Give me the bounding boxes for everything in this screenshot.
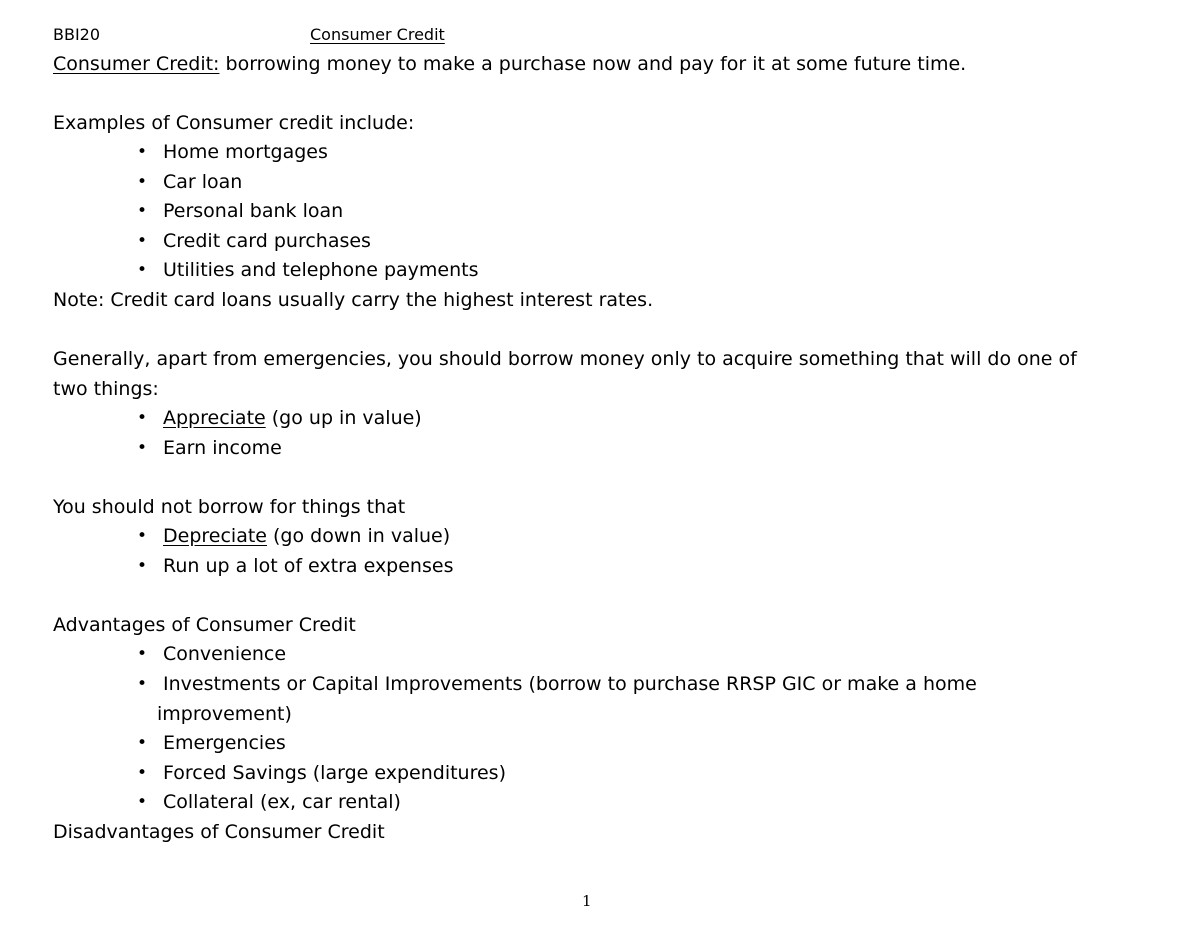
- list-item-text: Car loan: [163, 171, 243, 193]
- list-item-text: Earn income: [163, 437, 282, 459]
- bullet-icon: •: [137, 438, 148, 458]
- list-item-text: Investments or Capital Improvements (borrow to purchase RRSP GIC or make a home: [163, 673, 977, 695]
- list-item-text: Personal bank loan: [163, 200, 344, 222]
- definition-text: borrowing money to make a purchase now and pay for it at some future time.: [219, 53, 967, 75]
- depreciate-term: Depreciate: [163, 525, 267, 547]
- borrow-guideline-line2: two things:: [53, 378, 159, 400]
- depreciate-desc: (go down in value): [266, 525, 451, 547]
- list-item-text: Forced Savings (large expenditures): [163, 762, 506, 784]
- bullet-icon: •: [137, 408, 148, 428]
- disadvantages-heading: Disadvantages of Consumer Credit: [53, 821, 385, 843]
- borrow-not-heading: You should not borrow for things that: [53, 496, 406, 518]
- bullet-icon: •: [137, 526, 148, 546]
- list-item-text: Utilities and telephone payments: [163, 259, 479, 281]
- list-item-text: [163, 406, 422, 430]
- appreciate-desc: (go up in value): [265, 407, 422, 429]
- appreciate-term: Appreciate: [163, 407, 266, 429]
- bullet-icon: •: [137, 733, 148, 753]
- definition-paragraph: [53, 52, 966, 76]
- list-item-continuation: improvement): [157, 703, 292, 725]
- examples-heading: Examples of Consumer credit include:: [53, 112, 415, 134]
- list-item-text: Convenience: [163, 643, 287, 665]
- list-item-text: Home mortgages: [163, 141, 328, 163]
- bullet-icon: •: [137, 172, 148, 192]
- bullet-icon: •: [137, 644, 148, 664]
- advantages-heading: Advantages of Consumer Credit: [53, 614, 356, 636]
- page-number: 1: [582, 892, 592, 910]
- bullet-icon: •: [137, 142, 148, 162]
- bullet-icon: •: [137, 674, 148, 694]
- list-item-text: [163, 524, 450, 548]
- bullet-icon: •: [137, 201, 148, 221]
- bullet-icon: •: [137, 792, 148, 812]
- list-item-text: Collateral (ex, car rental): [163, 791, 401, 813]
- page-title: Consumer Credit: [310, 25, 445, 44]
- list-item-text: Run up a lot of extra expenses: [163, 555, 454, 577]
- list-item-text: Credit card purchases: [163, 230, 371, 252]
- bullet-icon: •: [137, 231, 148, 251]
- note-text: Note: Credit card loans usually carry the highest interest rates.: [53, 289, 654, 311]
- bullet-icon: •: [137, 556, 148, 576]
- bullet-icon: •: [137, 763, 148, 783]
- definition-term: Consumer Credit:: [53, 53, 220, 75]
- borrow-guideline-line1: Generally, apart from emergencies, you should borrow money only to acquire something that will do one of: [53, 348, 1077, 370]
- list-item-text: Emergencies: [163, 732, 286, 754]
- bullet-icon: •: [137, 260, 148, 280]
- course-code: BBI20: [53, 25, 101, 44]
